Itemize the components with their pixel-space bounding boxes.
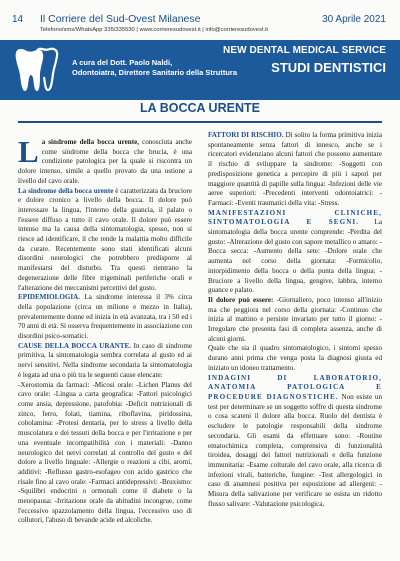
epidemiology-paragraph bbox=[18, 293, 192, 342]
intro-paragraph bbox=[18, 138, 192, 187]
section-title: NEW DENTAL MEDICAL SERVICE bbox=[223, 45, 386, 56]
teeth-logo-icon bbox=[14, 45, 60, 95]
definition-lead: La sindrome della bocca urente bbox=[18, 186, 114, 195]
pain-paragraph bbox=[208, 296, 382, 345]
author-role: Odontoiatra, Direttore Sanitario della Struttura bbox=[72, 68, 238, 77]
risk-text: Di solito la forma primitiva inizia spontaneamente senza fattori di innesco, anche se i ricercatori evidenziano alcuni fattori che possono aumentare il rischio di sviluppare la sindrome: -Soggetti con predisposizione genetica a percepire di più i sapori per maggiore quantità di papille sulla lingua: -Infezioni delle vie aeree superiori: -Precedenti interventi odontoiatrici: -Farmaci: -Eventi traumatici della vita: -Stress. bbox=[208, 131, 382, 207]
diagnosis-delay-paragraph bbox=[208, 344, 382, 373]
author-name: A cura del Dott. Paolo Naldi, bbox=[72, 58, 173, 67]
definition-paragraph bbox=[18, 187, 192, 294]
column-name: STUDI DENTISTICI bbox=[271, 60, 386, 75]
clinical-paragraph bbox=[208, 209, 382, 296]
issue-date: 30 Aprile 2021 bbox=[322, 14, 386, 25]
causes-heading: CAUSE DELLA BOCCA URANTE. bbox=[18, 341, 131, 350]
epidemiology-text: La sindrome interessa il 3% circa della popolazione (circa un milione e mezzo in Italia), prevalentemente donne ed inizia in età avanzata, tra i 50 ed i 70 anni di età. Si osserva frequentemente in associazione con disordini psico-somatici. bbox=[18, 293, 192, 341]
risk-paragraph bbox=[208, 131, 382, 209]
title-divider bbox=[18, 121, 382, 123]
clinical-text: La sintomatologia della bocca urente comprende: -Perdita del gusto: -Alterazione del gusto con sapore metallico o amaro: -Bocca secca: -Aumento della sete: -Dolore orale che aumenta nel corso della giornata: -Formicolio, intorpidimento della bocca o della punta della lingua: -Bruciore a livello della lingua, gengive, labbra, interno guance e palato. bbox=[208, 218, 382, 295]
pain-text: -Giornaliero, poco intenso all'inizio ma che peggiora nel corso della giornata: -Continuo che inizia al mattino e persiste invariato per tutto il giorno: -Irregolare che presenta fasi di completa assenza, anche di alcuni giorni. bbox=[208, 295, 382, 343]
newspaper-name: Il Corriere del Sud-Ovest Milanese bbox=[40, 13, 201, 25]
epidemiology-heading: EPIDEMIOLOGIA. bbox=[18, 293, 81, 302]
causes-list bbox=[18, 381, 192, 527]
article-column-left bbox=[18, 138, 192, 558]
clinical-heading: MANIFESTAZIONI CLINICHE, SINTOMATOLOGIA E SEGNI. bbox=[208, 208, 382, 227]
risk-heading: FATTORI DI RISCHIO. bbox=[208, 131, 284, 139]
lab-heading: INDAGINI DI LABORATORIO, ANATOMIA PATOLOGICA E PROCEDURE DIAGNOSTICHE. bbox=[208, 373, 382, 401]
lab-paragraph bbox=[208, 374, 382, 510]
causes-paragraph bbox=[18, 342, 192, 381]
pain-lead: Il dolore può essere: bbox=[208, 295, 274, 304]
lab-text: Non esiste un test per determinare se un soggetto soffre di questa sindrome o cosa scateni il dolore alla bocca. Ruolo del dentista è escludere le patologie responsabili della sindrome secondaria. Gli esami da effettuare sono: -Routine ematochimica completa, comprensiva di funzionalità tiroidea, dosaggi dei fattori nutrizionali e della funzione immunitaria: -Esame colturale del cavo orale, alla ricerca di infezioni virali, batteriche, fungine: -Test allergologici in caso di anamnesi positiva per esposizione ad allergeni: -Misura della salivazione per verificare se esista un ridotto flusso salivare: -Valutazione psicologica, bbox=[208, 392, 382, 508]
page-number: 14 bbox=[12, 14, 24, 25]
causes-text: In caso di sindrome primitiva, la sintomatologia sembra correlata al gusto ed ai nervi sensitivi. Nella sindrome secondaria la sintomatologia è legata ad una o più tra le seguenti cause elencate: bbox=[18, 341, 192, 379]
article-column-right bbox=[208, 131, 382, 558]
contact-line: Telefono/sms/WhatsApp 335/335530 | www.corrieresudovest.it | info@corrieresudovest.it bbox=[40, 27, 268, 33]
intro-lead: a sindrome della bocca urente, bbox=[41, 138, 139, 146]
page-header bbox=[0, 0, 400, 40]
causes-list-text: -Xerostomia da farmaci: -Micosi orale: -Lichen Planus del cavo orale: -Lingua a carta geografica: -Fattori psicologici come ansia, depressione, patofobia: -Deficit nutrizionali di zinco, ferro, folati, tiamina, riboflavina, piridossina, cobolamina: -Protesi dentaria, per lo stress a livello della muscolatura e dei tessuti della bocca e per l'irritazione e per una eventuale incompatibilità con i materiali: -Danno neurologico dei nervi correlati al controllo del gusto e del dolore a livello linguale: -Allergie o reazioni a cibi, aromi, additivi: -Reflusso gastro-esofageo con acido gastrico che risale fino al cavo orale: -Farmaci antidepressivi: -Bruxismo: -Squilibri endocrini o ormonali come il diabete o la menopausa: -Irritazione orale da abitudini incongrue, come l'eccessivo spazzolamento della lingua, l'eccessivo uso di collutori, l'abuso di bevande acide ed alcoliche. bbox=[18, 380, 192, 525]
drop-cap: L bbox=[18, 138, 39, 169]
definition-text: è caratterizzata da bruciore e dolore cronico a livello della bocca. Il dolore può interessare la lingua, l'interno della guancia, il palato o l'essere diffuso a tutto il cavo orale. Il dolore può essere intenso ma la causa della sintomatologia, spesso, non si riesce ad identificare, il che rende la malattia molto difficile da curare. Recentemente sono stati identificati alcuni disordini neurologici che potrebbero predisporre al manifestarsi del disturbo. Tra questi rientrano la degenerazione delle fibre trigeminali periferiche orali e l'alterazione dei meccanismi percettivi del gusto. bbox=[18, 186, 192, 292]
article-title: LA BOCCA URENTE bbox=[140, 101, 260, 115]
intro-text: conosciuta anche come sindrome della bocca che brucia, è una condizione patologica per la quale si riscontra un dolore intenso, simile a quello provato da una ustione a livello del cavo orale. bbox=[18, 138, 192, 185]
diagnosis-delay-text: Quale che sia il quadro sintomatologico, i sintomi spesso durano anni prima che venga posta la diagnosi giusta ed iniziato un idoneo trattamento. bbox=[208, 344, 382, 372]
